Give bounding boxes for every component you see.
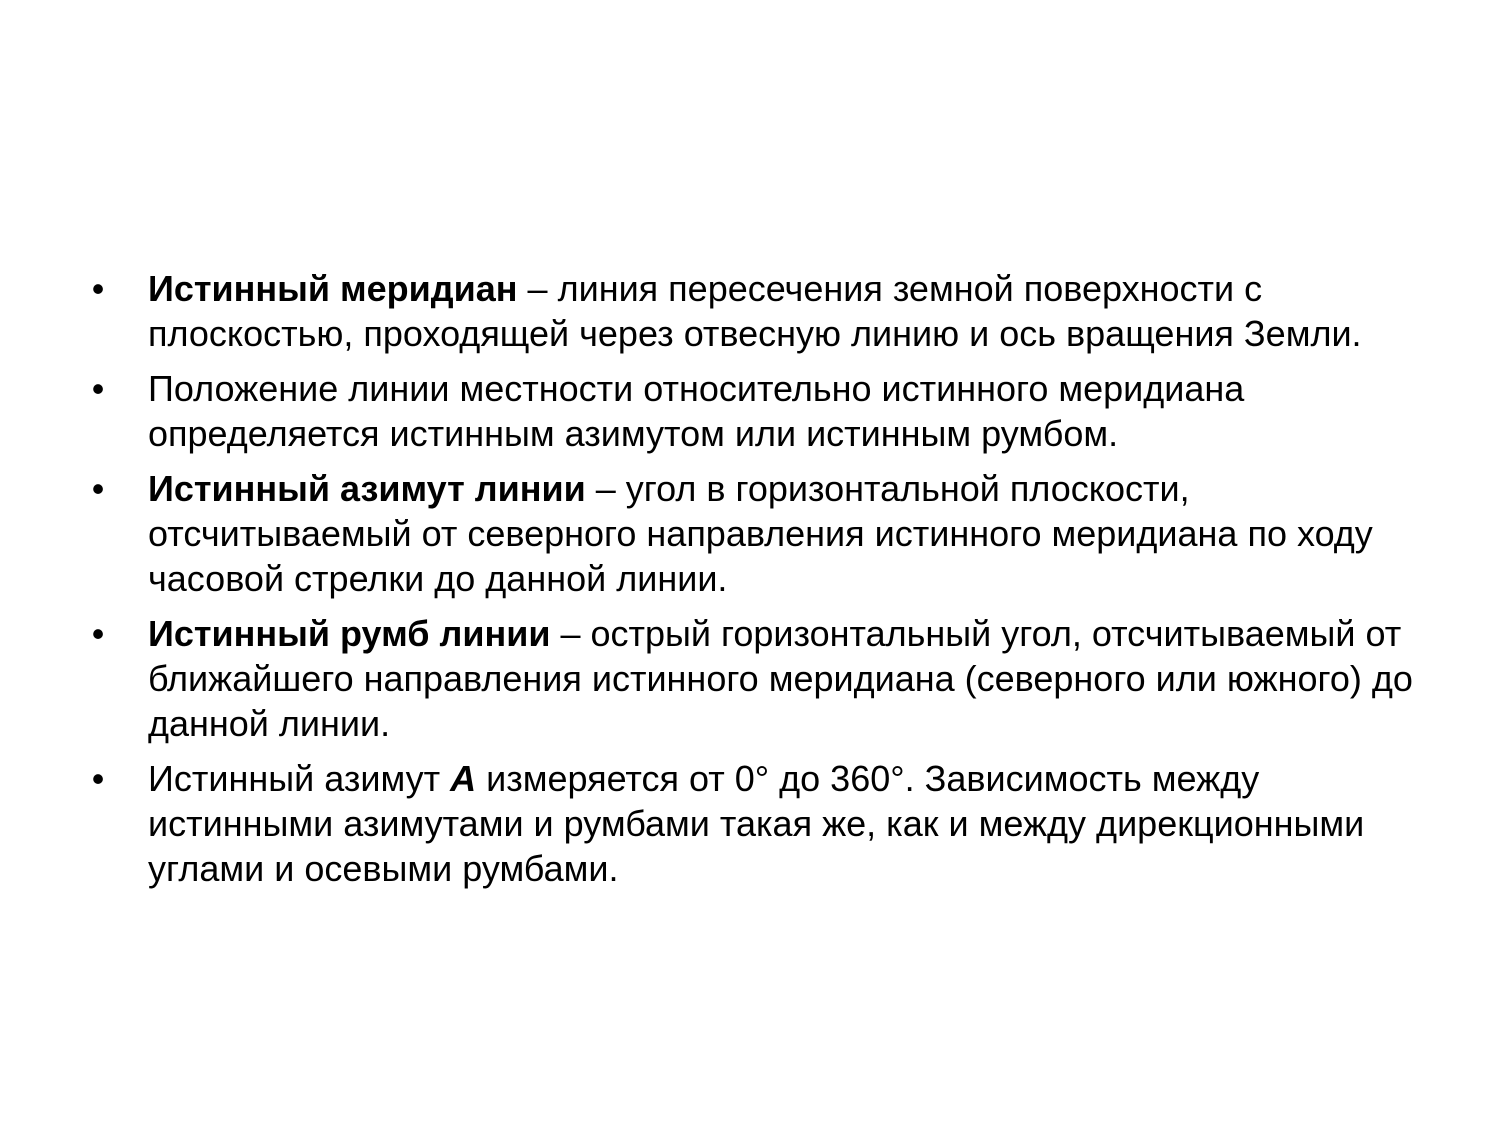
term-true-rhumb: Истинный румб линии [148,613,551,654]
definition-true-azimuth: – угол в горизонтальной плоскости, отсчитываемый от северного направления истинного меридиана по ходу часовой стрелки до данной линии. [148,468,1373,599]
list-item-true-azimuth [88,466,1428,601]
list-item-true-rhumb [88,611,1428,746]
bullet-icon: • [91,468,105,509]
list-item-true-meridian [88,266,1428,356]
text-azimuth-range-end: измеряется от 0° до 360°. Зависимость между истинными азимутами и румбами такая же, как и между дирекционными углами и осевыми румбами. [148,758,1365,889]
bullet-icon: • [91,268,105,309]
definition-true-meridian: – линия пересечения земной поверхности с плоскостью, проходящей через отвесную линию и ось вращения Земли. [148,268,1362,354]
text-azimuth-range-start: Истинный азимут [148,758,451,799]
bullet-icon: • [91,368,105,409]
bullet-list [88,266,1428,901]
list-item-azimuth-range [88,756,1428,891]
azimuth-symbol: A [450,758,477,799]
bullet-icon: • [91,758,105,799]
list-item-line-position [88,366,1428,456]
definition-true-rhumb: – острый горизонтальный угол, отсчитываемый от ближайшего направления истинного меридиана (северного или южного) до данной линии. [148,613,1413,744]
text-line-position: Положение линии местности относительно истинного меридиана определяется истинным азимутом или истинным румбом. [148,368,1245,454]
term-true-azimuth: Истинный азимут линии [148,468,586,509]
bullet-icon: • [91,613,105,654]
term-true-meridian: Истинный меридиан [148,268,518,309]
